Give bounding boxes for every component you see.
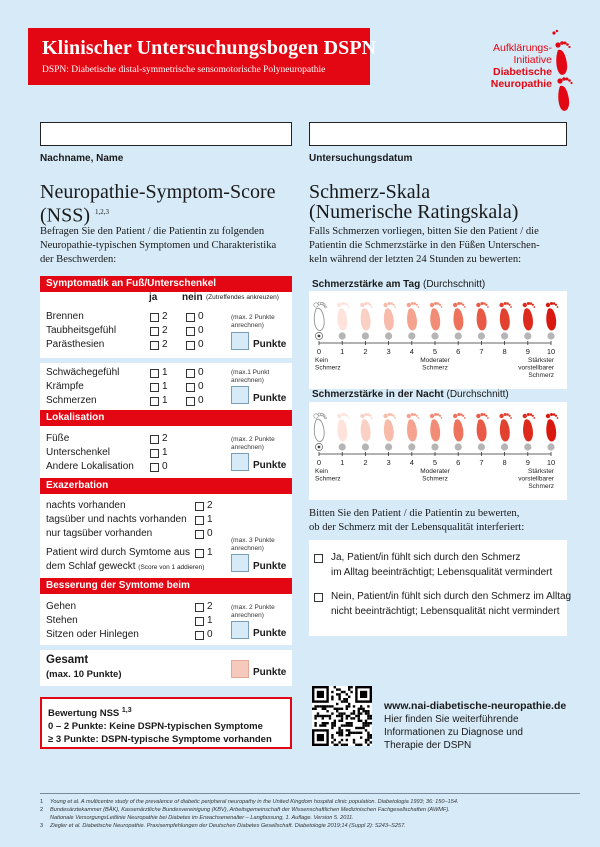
evaluation-line: ≥ 3 Punkte: DSPN-typische Symptome vorhanden [48, 734, 272, 746]
points-note: (max. 2 Punkte anrechnen) [231, 604, 275, 619]
pain-foot-6 [453, 413, 466, 441]
pain-foot-1 [337, 413, 350, 441]
checkbox-localisation[interactable] [150, 463, 159, 472]
points-note: (max. 2 Punkte anrechnen) [231, 436, 275, 451]
day-scale-graphic[interactable] [309, 291, 567, 389]
pain-foot-7 [476, 302, 489, 330]
day-scale-title: Schmerzstärke am Tag (Durchschnitt) [312, 279, 486, 290]
tick-label: 9 [525, 458, 530, 467]
pain-foot-0 [314, 302, 327, 330]
pain-marker-1[interactable] [339, 443, 346, 450]
section-header-improvement: Besserung der Symtome beim [40, 578, 292, 594]
scale-mid-label: Schmerz [422, 475, 448, 483]
checkbox-improvement[interactable] [195, 617, 204, 626]
tick-label: 6 [456, 347, 461, 356]
pain-foot-2 [360, 302, 373, 330]
footnote: Nationale VersorgungsLeitlinie Neuropathie bei Diabetes im Erwachsenenalter – Langfassung, 1. Auflage. Version 5. 2011. [50, 815, 354, 821]
tick-label: 0 [316, 347, 322, 356]
pain-marker-8[interactable] [501, 443, 508, 450]
tick-label: 10 [546, 347, 556, 356]
date-label: Untersuchungsdatum [309, 153, 413, 164]
nss-evaluation-box [40, 697, 292, 749]
tick-label: 10 [546, 458, 556, 467]
tick-label: 8 [502, 347, 507, 356]
date-input[interactable] [309, 122, 567, 146]
symptom-label: Schwächegefühl [46, 367, 120, 378]
name-input[interactable] [40, 122, 292, 146]
points-note: (max. 2 Punkte anrechnen) [231, 314, 275, 329]
localisation-label: Unterschenkel [46, 447, 110, 458]
checkbox-no[interactable] [186, 397, 195, 406]
pain-marker-4[interactable] [408, 332, 415, 339]
tick-label: 4 [409, 458, 414, 467]
checkbox-no[interactable] [186, 313, 195, 322]
scale-high-label: Stärkster [527, 468, 554, 475]
symptom-label: Parästhesien [46, 339, 105, 350]
pain-marker-4[interactable] [408, 443, 415, 450]
link-description: Hier finden Sie weiterführende [384, 714, 519, 725]
total-sub: (max. 10 Punkte) [46, 669, 122, 680]
localisation-label: Füße [46, 433, 70, 444]
tick-label: 0 [316, 458, 322, 467]
checkbox-improvement[interactable] [195, 603, 204, 612]
improvement-label: Gehen [46, 601, 77, 612]
pain-marker-1[interactable] [339, 332, 346, 339]
localisation-label: Andere Lokalisation [46, 461, 134, 472]
pain-foot-4 [407, 413, 420, 441]
scale-mid-label: Schmerz [422, 364, 448, 372]
symptom-label: Schmerzen [46, 395, 97, 406]
day-pain-scale [309, 291, 567, 389]
pain-foot-1 [337, 302, 350, 330]
qr-code[interactable] [312, 686, 372, 746]
qol-option-yes: Ja, Patient/in fühlt sich durch den Schmerz im Alltag beeinträchtigt; Lebensqualität vermindert [331, 552, 553, 578]
pain-marker-9[interactable] [524, 332, 531, 339]
scale-mid-label: Moderater [420, 357, 450, 364]
pain-marker-6[interactable] [455, 443, 462, 450]
pain-marker-7[interactable] [478, 443, 485, 450]
points-input-symptoms-2[interactable] [231, 386, 249, 404]
improvement-label: Stehen [46, 615, 78, 626]
checkbox-exacerbation[interactable] [195, 502, 204, 511]
points-input-localisation[interactable] [231, 453, 249, 471]
checkbox-improvement[interactable] [195, 631, 204, 640]
name-label: Nachname, Name [40, 153, 124, 164]
symptom-label: Krämpfe [46, 381, 84, 392]
tick-label: 9 [525, 347, 530, 356]
exacerbation-label: nachts vorhanden [46, 500, 126, 511]
qol-panel [309, 540, 572, 636]
symptom-label: Taubheitsgefühl [46, 325, 117, 336]
footnotes [40, 793, 580, 830]
link-description: Therapie der DSPN [384, 740, 472, 751]
tick-label: 5 [432, 458, 438, 467]
footnote: 1 Young et al. A multicentre study of the prevalence of diabetic peripheral neuropathy in the United Kingdom hospital clinic population. Diabetologia 1993; 36: 150–154. [40, 799, 459, 805]
tick-label: 1 [340, 458, 345, 467]
pain-foot-10 [546, 302, 559, 330]
night-pain-scale [309, 402, 567, 500]
logo-text: Aufklärungs- Initiative Diabetische Neuropathie [490, 42, 552, 90]
pain-foot-9 [523, 413, 536, 441]
nss-title: Neuropathie-Symptom-Score (NSS) $^{1,2,3}$ [40, 181, 276, 227]
checkbox-localisation[interactable] [150, 449, 159, 458]
pain-marker-10[interactable] [547, 443, 554, 450]
pain-marker-5[interactable] [431, 443, 438, 450]
pain-marker-2[interactable] [362, 332, 369, 339]
pain-marker-9[interactable] [524, 443, 531, 450]
pain-foot-8 [499, 413, 512, 441]
evaluation-line: 0 – 2 Punkte: Keine DSPN-typischen Symptome [48, 721, 263, 733]
tick-label: 5 [432, 347, 438, 356]
pain-foot-7 [476, 413, 489, 441]
checkbox-no[interactable] [186, 369, 195, 378]
scale-high-label: Stärkster [527, 357, 554, 364]
page-title: Klinischer Untersuchungsbogen DSPN [42, 37, 377, 59]
checkbox-no[interactable] [186, 383, 195, 392]
scale-low-label: Schmerz [315, 364, 341, 372]
scale-high-label: vorstellbarer [518, 364, 554, 372]
nss-table: Symptomatik an Fuß/Unterschenkel ja nein (Zutreffendes ankreuzen) Brennen 2 0 Taubheitsgefühl 2 0 Parästhesien 2 0 (max. 2 Punkte anrechnen) Punkte Schwächegefühl 1 0 Krämpfe 1 0 Schmerzen 1 0 (max.1 Punkt anrechnen) Punkte Lokalisation Füße 2 Unterschenkel 1 Andere Lokalisation 0 (max. 2 Punkte anrechnen) Punkte Exazerbation nachts vorhanden 2 tagsüber und nachts vorhanden 1 nur tagsüber vorhanden 0 Patient wird durch Symtome aus 1 dem Schlaf geweckt (Score von 1 addieren) (max. 3 Punkte anrechnen) Punkte Besserung der Symtome beim Gehen 2 Stehen 1 Sitzen oder Hinlegen 0 (max. 2 Punkte anrechnen) Punkte Gesamt (max. 10 Punkte) Punkte [40, 276, 292, 686]
points-note: (max. 3 Punkte anrechnen) [231, 537, 275, 552]
pain-marker-3[interactable] [385, 332, 392, 339]
pain-foot-5 [430, 413, 443, 441]
scale-high-label: vorstellbarer [518, 475, 554, 483]
pain-foot-9 [523, 302, 536, 330]
checkbox-no[interactable] [186, 341, 195, 350]
tick-label: 4 [409, 347, 414, 356]
checkbox-exacerbation[interactable] [195, 516, 204, 525]
tick-label: 8 [502, 458, 507, 467]
checkbox-localisation[interactable] [150, 435, 159, 444]
checkbox-yes[interactable] [150, 397, 159, 406]
night-scale-title: Schmerzstärke in der Nacht (Durchschnitt) [312, 389, 509, 400]
section-header-localisation: Lokalisation [40, 410, 292, 426]
points-input-improvement[interactable] [231, 621, 249, 639]
link-description: Informationen zu Diagnose und [384, 727, 523, 738]
pain-foot-3 [383, 302, 396, 330]
improvement-label: Sitzen oder Hinlegen [46, 629, 139, 640]
checkbox-qol-yes[interactable] [314, 554, 323, 563]
scale-low-label: Schmerz [315, 475, 341, 483]
points-input-exacerbation[interactable] [231, 554, 249, 572]
pain-foot-10 [546, 413, 559, 441]
scale-low-label: Kein [315, 468, 329, 475]
night-scale-graphic[interactable] [309, 402, 567, 500]
pain-marker-5[interactable] [431, 332, 438, 339]
scale-mid-label: Moderater [420, 468, 450, 475]
pain-marker-7[interactable] [478, 332, 485, 339]
checkbox-no[interactable] [186, 327, 195, 336]
checkbox-yes[interactable] [150, 341, 159, 350]
nss-intro: Befragen Sie den Patient / die Patientin zu folgenden Neuropathie-typischen Symptomen und Charakteristika der Beschwerden: [40, 226, 277, 265]
tick-label: 6 [456, 458, 461, 467]
pain-foot-4 [407, 302, 420, 330]
wake-label: Patient wird durch Symtome aus [46, 547, 190, 558]
exacerbation-label: nur tagsüber vorhanden [46, 528, 153, 539]
evaluation-title: Bewertung NSS $^{1,3}$ [48, 707, 132, 720]
pain-foot-8 [499, 302, 512, 330]
checkbox-yes[interactable] [150, 327, 159, 336]
scale-low-label: Kein [315, 357, 329, 364]
tick-label: 2 [363, 458, 368, 467]
checkbox-qol-no[interactable] [314, 593, 323, 602]
qr-code-icon [312, 686, 372, 746]
section-header-exacerbation: Exazerbation [40, 478, 292, 494]
section-header-symptoms: Symptomatik an Fuß/Unterschenkel [40, 276, 292, 292]
initiative-logo [470, 28, 574, 118]
checkbox-yes[interactable] [150, 383, 159, 392]
footprint-logo-icon [550, 28, 574, 118]
scale-high-label: Schmerz [528, 372, 554, 379]
pain-title: Schmerz-Skala (Numerische Ratingskala) [309, 181, 519, 223]
divider [40, 645, 292, 650]
tick-label: 3 [386, 458, 391, 467]
pain-foot-2 [360, 413, 373, 441]
exacerbation-label: tagsüber und nachts vorhanden [46, 514, 187, 525]
checkbox-exacerbation[interactable] [195, 530, 204, 539]
pain-marker-8[interactable] [501, 332, 508, 339]
page-subtitle: DSPN: Diabetische distal-symmetrische sensomotorische Polyneuropathie [42, 65, 326, 75]
pain-intro: Falls Schmerzen vorliegen, bitten Sie den Patient / die Patientin die Schmerzstärke in den Füßen Unterschen- keln während der letzten 24 Stunden zu bewerten: [309, 226, 540, 265]
points-input-total[interactable] [231, 660, 249, 678]
pain-marker-10[interactable] [547, 332, 554, 339]
tick-label: 2 [363, 347, 368, 356]
points-input-symptoms-1[interactable] [231, 332, 249, 350]
footnote: 2 Bundesärztekammer (BÄK), Kassenärztliche Bundesvereinigung (KBV), Arbeitsgemeinschaft der Wissenschaftlichen Medizinischen Fachgesellschaften (AWMF). [40, 807, 450, 813]
pain-marker-dot [318, 446, 321, 449]
pain-foot-6 [453, 302, 466, 330]
pain-marker-2[interactable] [362, 443, 369, 450]
pain-foot-3 [383, 413, 396, 441]
points-note: (max.1 Punkt anrechnen) [231, 369, 270, 384]
divider [40, 358, 292, 363]
tick-label: 3 [386, 347, 391, 356]
pain-marker-6[interactable] [455, 332, 462, 339]
website-link[interactable]: www.nai-diabetische-neuropathie.de [384, 700, 567, 712]
tick-label: 7 [479, 347, 484, 356]
col-yes-label: ja [149, 292, 158, 303]
pain-foot-5 [430, 302, 443, 330]
scale-high-label: Schmerz [528, 483, 554, 490]
col-note: (Zutreffendes ankreuzen) [206, 294, 279, 301]
symptom-label: Brennen [46, 311, 84, 322]
pain-foot-0 [314, 413, 327, 441]
qol-intro: Bitten Sie den Patient / die Patientin zu bewerten, ob der Schmerz mit der Lebensqualität interferiert: [309, 508, 525, 533]
pain-marker-3[interactable] [385, 443, 392, 450]
total-label: Gesamt [46, 654, 89, 666]
pain-marker-dot [318, 335, 321, 338]
checkbox-wake[interactable] [195, 549, 204, 558]
tick-label: 1 [340, 347, 345, 356]
checkbox-yes[interactable] [150, 369, 159, 378]
col-no-label: nein [182, 292, 203, 303]
checkbox-yes[interactable] [150, 313, 159, 322]
qol-option-no: Nein, Patient/in fühlt sich durch den Schmerz im Alltag nicht beeinträchtigt; Lebensqualität nicht vermindert [331, 591, 572, 617]
header-bar [28, 28, 377, 85]
tick-label: 7 [479, 458, 484, 467]
footnote: 3 Ziegler et al. Diabetische Neuropathie. Praxisempfehlungen der Deutschen Diabetes Gesellschaft. Diabetologie 2019;14 (Suppl 2): S243–S257. [40, 823, 406, 829]
